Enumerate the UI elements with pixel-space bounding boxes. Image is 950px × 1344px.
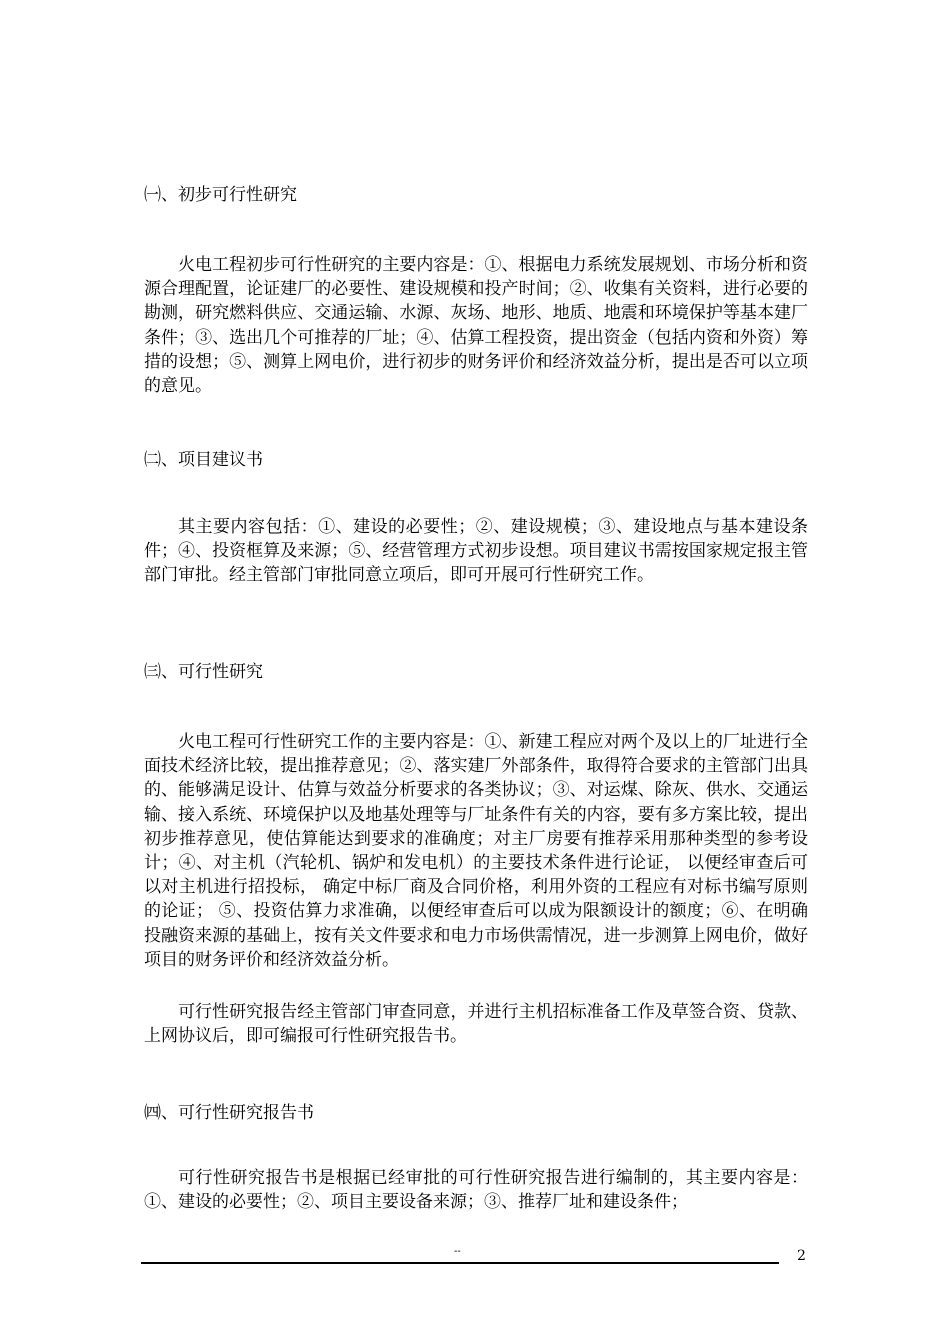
section-1-paragraph: 火电工程初步可行性研究的主要内容是：①、根据电力系统发展规划、市场分析和资源合理配置，论证建厂的必要性、建设规模和投产时间；②、收集有关资料，进行必要的勘测，研究燃料供应、交通运输、水源、灰场、地形、地质、地震和环境保护等基本建厂条件；③、选出几个可推荐的厂址；④、估算工程投资，提出资金（包括内资和外资）筹措的设想；⑤、测算上网电价，进行初步的财务评价和经济效益分析，提出是否可以立项的意见。	[144, 255, 808, 397]
section-heading-2: ㈡、项目建议书	[144, 450, 263, 470]
footer-dash: --	[454, 1246, 461, 1257]
section-2-paragraph: 其主要内容包括：①、建设的必要性；②、建设规模；③、建设地点与基本建设条件；④、投资框算及来源；⑤、经营管理方式初步设想。项目建议书需按国家规定报主管部门审批。经主管部门审批同意立项后，即可开展可行性研究工作。	[144, 517, 808, 586]
section-heading-4: ㈣、可行性研究报告书	[144, 1103, 314, 1123]
section-4-paragraph: 可行性研究报告书是根据已经审批的可行性研究报告进行编制的，其主要内容是：①、建设的必要性；②、项目主要设备来源；③、推荐厂址和建设条件；	[144, 1168, 808, 1213]
section-3-paragraph-2: 可行性研究报告经主管部门审查同意，并进行主机招标准备工作及草签合资、贷款、上网协议后，即可编报可行性研究报告书。	[144, 1002, 808, 1047]
section-heading-1: ㈠、初步可行性研究	[144, 185, 297, 205]
page-number: 2	[797, 1248, 806, 1264]
footer-rule	[141, 1262, 779, 1264]
section-heading-3: ㈢、可行性研究	[144, 662, 263, 682]
section-3-paragraph-1: 火电工程可行性研究工作的主要内容是：①、新建工程应对两个及以上的厂址进行全面技术经济比较，提出推荐意见；②、落实建厂外部条件，取得符合要求的主管部门出具的、能够满足设计、估算与效益分析要求的各类协议；③、对运煤、除灰、供水、交通运输、接入系统、环境保护以及地基处理等与厂址条件有关的内容，要有多方案比较，提出初步推荐意见，使估算能达到要求的准确度；对主厂房要有推荐采用那种类型的参考设计；④、对主机（汽轮机、锅炉和发电机）的主要技术条件进行论证， 以便经审查后可以对主机进行招投标， 确定中标厂商及合同价格，利用外资的工程应有对标书编写原则的论证； ⑤、投资估算力求准确，以便经审查后可以成为限额设计的额度；⑥、在明确投融资来源的基础上，按有关文件要求和电力市场供需情况，进一步测算上网电价，做好项目的财务评价和经济效益分析。	[144, 732, 808, 970]
